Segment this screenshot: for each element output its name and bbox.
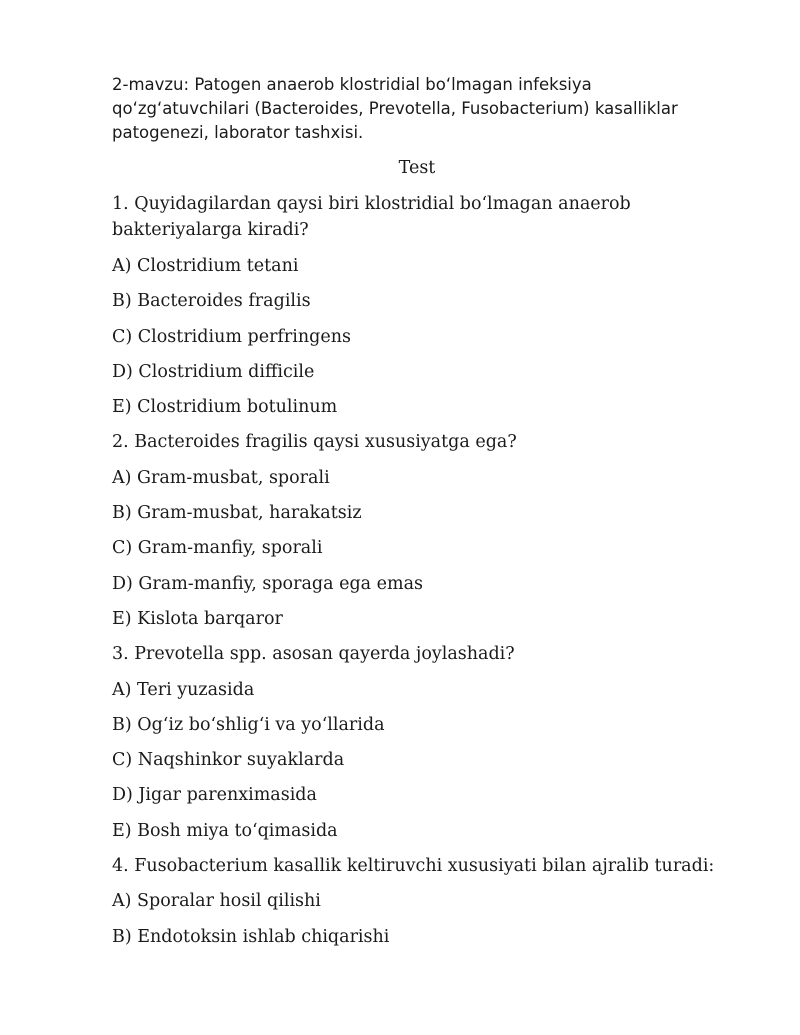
answer-option: B) Gram-musbat, harakatsiz [112, 503, 362, 524]
answer-option: B) Endotoksin ishlab chiqarishi [112, 926, 390, 947]
answer-option: E) Clostridium botulinum [112, 397, 338, 418]
answer-option: C) Clostridium perfringens [112, 326, 351, 347]
answer-option: E) Kislota barqaror [112, 608, 283, 629]
answer-option: D) Jigar parenximasida [112, 785, 317, 806]
answer-option: A) Gram-musbat, sporali [112, 467, 330, 488]
topic-heading: 2-mavzu: Patogen anaerob klostridial bo‘lmagan infeksiya qo‘zg‘atuvchilari (Bacteroides, Prevotella, Fusobacterium) kasalliklar patogenezi, laborator tashxisi. [112, 75, 678, 142]
question-text: 1. Quyidagilardan qaysi biri klostridial bo‘lmagan anaerob bakteriyalarga kiradi? [112, 194, 631, 240]
question-text: 4. Fusobacterium kasallik keltiruvchi xususiyati bilan ajralib turadi: [112, 856, 715, 877]
answer-option: B) Bacteroides fragilis [112, 291, 311, 312]
answer-option: D) Gram-manfiy, sporaga ega emas [112, 573, 424, 594]
answer-option: A) Teri yuzasida [112, 679, 255, 700]
document-page [112, 73, 722, 960]
question-text: 3. Prevotella spp. asosan qayerda joylashadi? [112, 644, 515, 665]
answer-option: B) Og‘iz bo‘shlig‘i va yo‘llarida [112, 714, 385, 735]
answer-option: E) Bosh miya to‘qimasida [112, 820, 338, 841]
answer-option: A) Clostridium tetani [112, 256, 299, 276]
question-text: 2. Bacteroides fragilis qaysi xususiyatga ega? [112, 432, 517, 453]
answer-option: C) Naqshinkor suyaklarda [112, 750, 345, 771]
section-title: Test [398, 158, 436, 178]
answer-option: C) Gram-manfiy, sporali [112, 538, 323, 559]
answer-option: A) Sporalar hosil qilishi [112, 891, 321, 912]
answer-option: D) Clostridium difficile [112, 361, 315, 382]
